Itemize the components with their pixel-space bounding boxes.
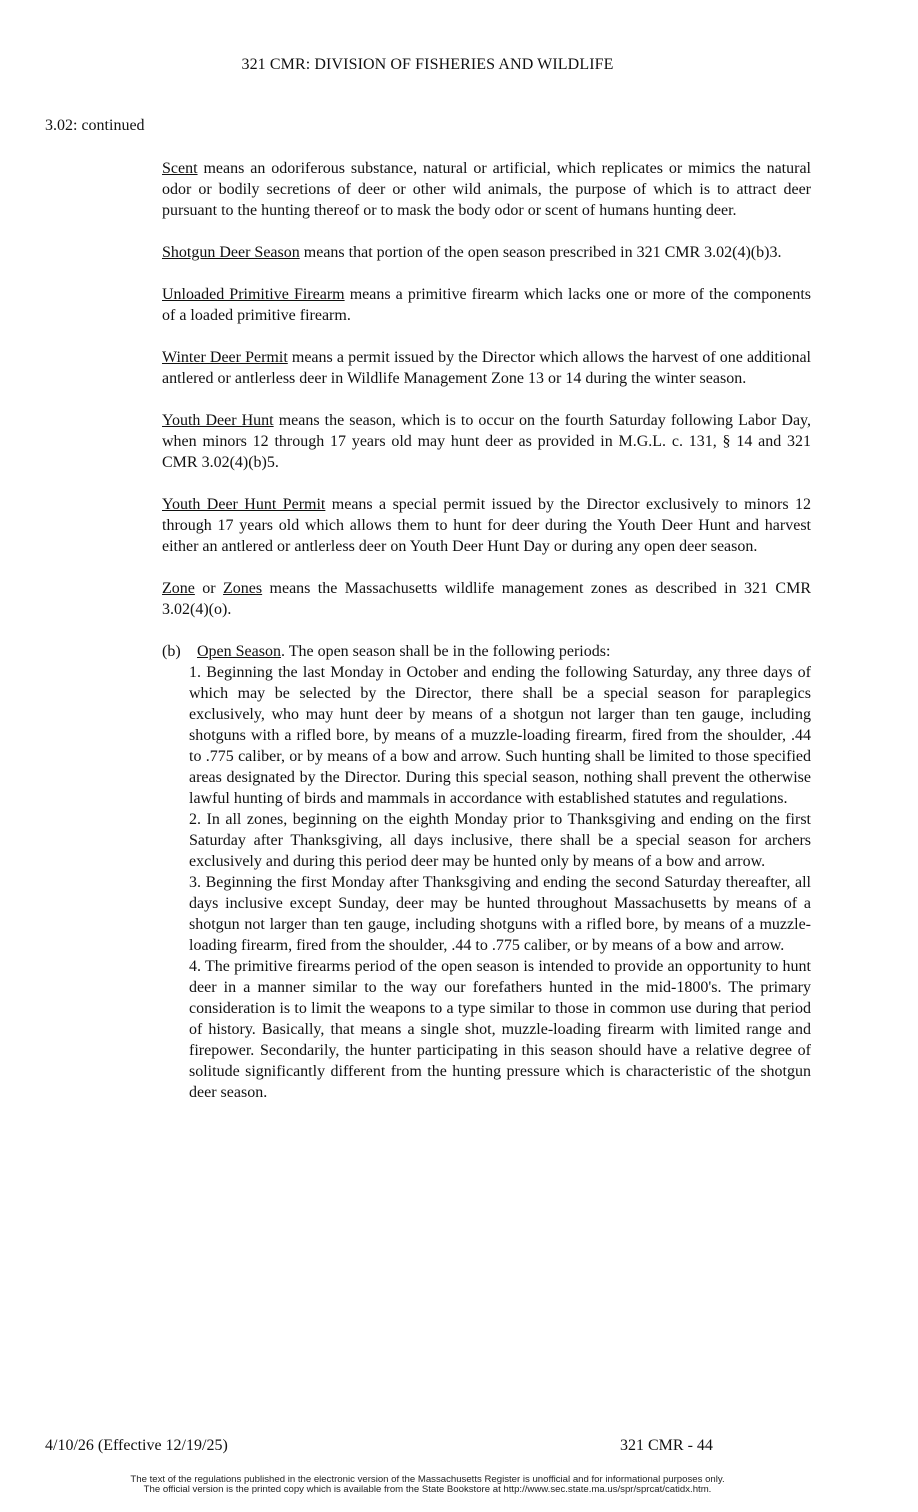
definition-text: means a permit issued by the Director which allows the harvest of one additional antlered or antlerless deer in Wildlife Management Zone 13 or 14 during the winter season. <box>162 349 811 387</box>
definition-term: Winter Deer Permit <box>162 349 288 366</box>
footer-date: 4/10/26 (Effective 12/19/25) <box>45 1437 228 1454</box>
open-season-period: 2. In all zones, beginning on the eighth Monday prior to Thanksgiving and ending on the first Saturday after Thanksgiving, all days inclusive, there shall be a special season for archers exclusively and during this period deer may be hunted only by means of a bow and arrow. <box>189 811 811 870</box>
footer-page-number: 321 CMR - 44 <box>620 1437 713 1454</box>
definition-term: Zones <box>223 580 263 597</box>
definition-text: means that portion of the open season prescribed in 321 CMR 3.02(4)(b)3. <box>299 244 782 261</box>
definition-text: means a primitive firearm which lacks one or more of the components of a loaded primitive firearm. <box>162 286 812 324</box>
definition-scent <box>162 158 811 221</box>
definition-text: means an odoriferous substance, natural or artificial, which replicates or mimics the natural odor or bodily secretions of deer or other wild animals, the purpose of which is to attract deer pursuant to the hunting thereof or to mask the body odor or scent of humans hunting deer. <box>162 160 811 219</box>
section-continued-label: 3.02: continued <box>45 117 145 134</box>
definition-youth-deer-hunt-permit <box>162 494 811 557</box>
definition-term: Zone <box>162 580 195 597</box>
subsection-label: (b) <box>162 643 181 660</box>
definition-winter-deer-permit <box>162 347 811 389</box>
open-season-heading <box>162 641 811 662</box>
disclaimer-line: The text of the regulations published in the electronic version of the Massachusetts Register is unofficial and for informational purposes only. <box>130 1474 725 1485</box>
open-season-period: 4. The primitive firearms period of the open season is intended to provide an opportunity to hunt deer in a manner similar to the way our forefathers hunted in the mid-1800's. The primary consideration is to limit the weapons to a type similar to those in common use during that period of history. Basically, that means a single shot, muzzle-loading firearm with limited range and firepower. Secondarily, the hunter participating in this season should have a relative degree of solitude significantly different from the hunting pressure which is characteristic of the shotgun deer season. <box>189 958 811 1101</box>
definition-shotgun-deer-season <box>162 242 811 263</box>
definition-connector: or <box>194 580 224 597</box>
definition-unloaded-primitive-firearm <box>162 284 811 326</box>
disclaimer-line: The official version is the printed copy which is available from the State Bookstore at http://www.sec.state.ma.us/spr/sprcat/catidx.htm. <box>143 1484 712 1495</box>
regulation-body <box>162 158 811 1103</box>
definition-youth-deer-hunt <box>162 410 811 473</box>
page-header: 321 CMR: DIVISION OF FISHERIES AND WILDLIFE <box>241 56 614 73</box>
definition-zone <box>162 578 811 620</box>
subsection-title: Open Season <box>197 643 281 660</box>
definition-term: Scent <box>162 160 198 177</box>
definition-term: Youth Deer Hunt <box>162 412 274 429</box>
definition-text: means the season, which is to occur on the fourth Saturday following Labor Day, when minors 12 through 17 years old may hunt deer as provided in M.G.L. c. 131, § 14 and 321 CMR 3.02(4)(b)5. <box>162 412 811 471</box>
subsection-intro: . The open season shall be in the following periods: <box>280 643 611 660</box>
open-season-periods <box>189 662 811 1103</box>
definition-text: means a special permit issued by the Director exclusively to minors 12 through 17 years old which allows them to hunt for deer during the Youth Deer Hunt and harvest either an antlered or antlerless deer on Youth Deer Hunt Day or during any open deer season. <box>162 496 811 555</box>
open-season-period: 3. Beginning the first Monday after Thanksgiving and ending the second Saturday thereafter, all days inclusive except Sunday, deer may be hunted throughout Massachusetts by means of a shotgun not larger than ten gauge, including shotguns with a rifled bore, by means of a muzzle-loading firearm, fired from the shoulder, .44 to .775 caliber, or by means of a bow and arrow. <box>189 874 811 954</box>
definition-term: Shotgun Deer Season <box>162 244 300 261</box>
open-season-period: 1. Beginning the last Monday in October and ending the following Saturday, any three days of which may be selected by the Director, there shall be a special season for paraplegics exclusively, who may hunt deer by means of a shotgun not larger than ten gauge, including shotguns with a rifled bore, by means of a muzzle-loading firearm, fired from the shoulder, .44 to .775 caliber, or by means of a bow and arrow. Such hunting shall be limited to those specified areas designated by the Director. During this special season, nothing shall prevent the otherwise lawful hunting of birds and mammals in accordance with established statutes and regulations. <box>189 664 811 807</box>
definition-term: Youth Deer Hunt Permit <box>162 496 326 513</box>
definition-text: means the Massachusetts wildlife management zones as described in 321 CMR 3.02(4)(o). <box>162 580 812 618</box>
definition-term: Unloaded Primitive Firearm <box>162 286 345 303</box>
disclaimer <box>0 1475 855 1495</box>
